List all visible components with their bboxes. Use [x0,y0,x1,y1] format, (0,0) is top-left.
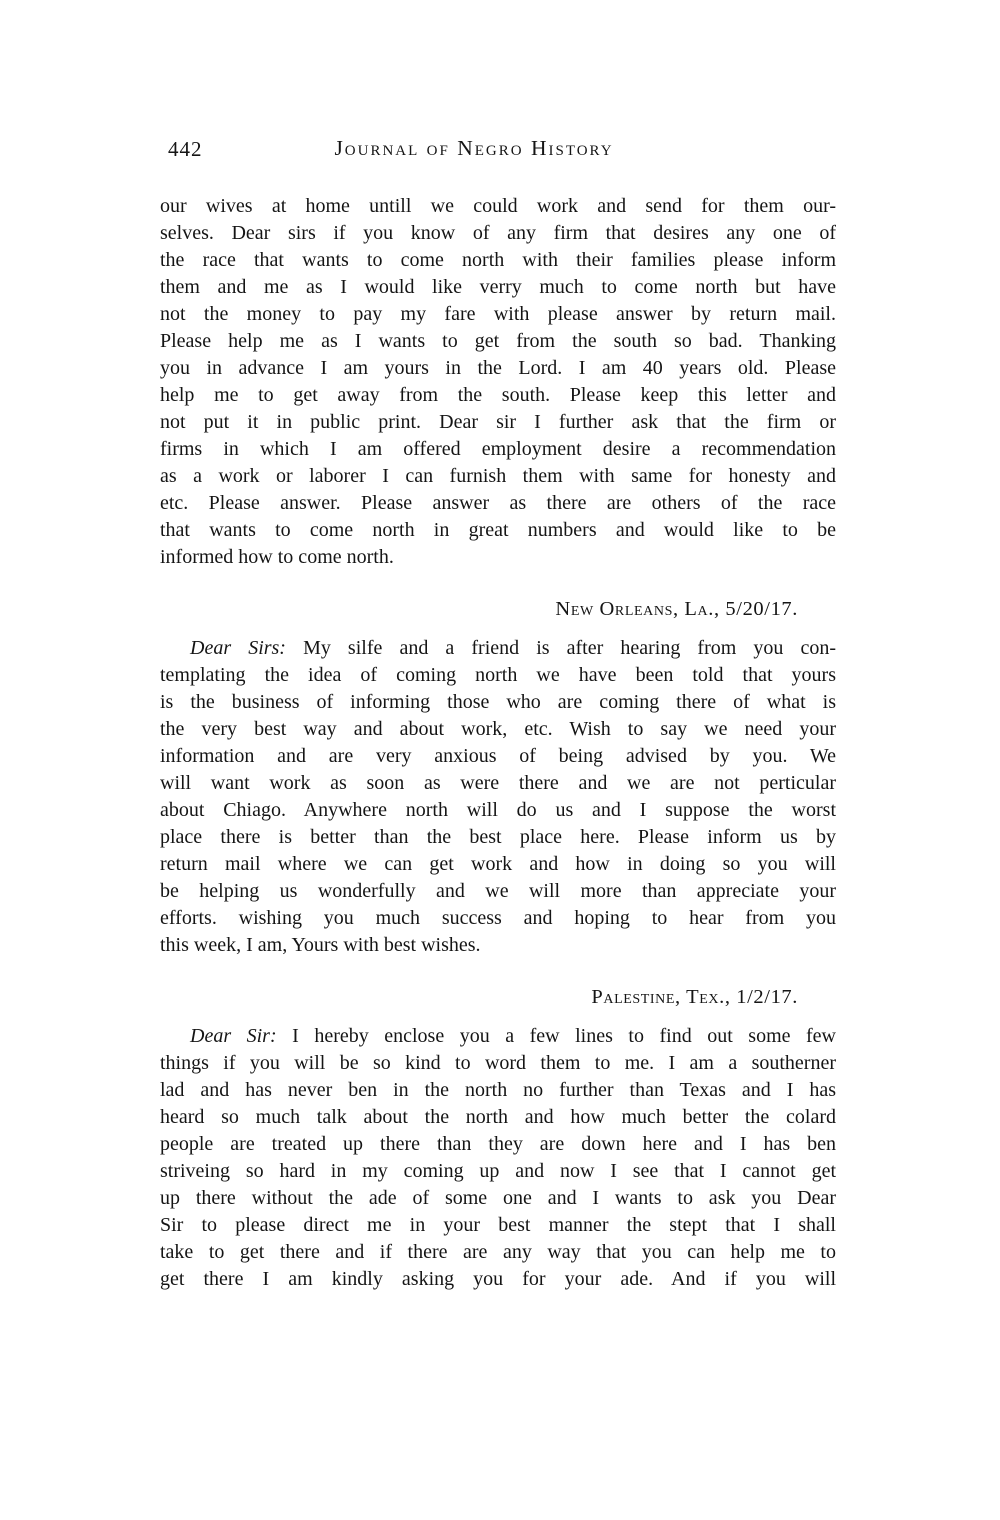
text-line: firms in which I am offered employment desire a recommendation [160,438,836,460]
letter-paragraph [160,1023,836,1293]
text-line: is the business of informing those who are coming there of what is [160,691,836,713]
text-line: will want work as soon as were there and we are not perticular [160,772,836,794]
page-header [160,136,836,162]
text-line: that wants to come north in great numbers and would like to be [160,519,836,541]
text-line: you in advance I am yours in the Lord. I am 40 years old. Please [160,357,836,379]
page-number: 442 [168,137,203,161]
salutation: Dear Sir: [190,1025,277,1047]
letter-paragraph [160,193,836,571]
text-line: Dear Sir: I hereby enclose you a few lines to find out some few [190,1025,836,1047]
text-line: things if you will be so kind to word them to me. I am a southerner [160,1052,836,1074]
text-line: place there is better than the best place here. Please inform us by [160,826,836,848]
letter-dateline: New Orleans, La., 5/20/17. [555,598,798,620]
text-line: take to get there and if there are any way that you can help me to [160,1241,836,1263]
text-line: etc. Please answer. Please answer as there are others of the race [160,492,836,514]
text-line: the very best way and about work, etc. Wish to say we need your [160,718,836,740]
text-line: striveing so hard in my coming up and now I see that I cannot get [160,1160,836,1182]
text-line: return mail where we can get work and how in doing so you will [160,853,836,875]
text-line: Sir to please direct me in your best manner the stept that I shall [160,1214,836,1236]
text-line: lad and has never ben in the north no further than Texas and I has [160,1079,836,1101]
text-line: efforts. wishing you much success and hoping to hear from you [160,907,836,929]
text-line: be helping us wonderfully and we will more than appreciate your [160,880,836,902]
text-line: help me to get away from the south. Please keep this letter and [160,384,836,406]
text-line: the race that wants to come north with their families please inform [160,249,836,271]
letter-dateline: Palestine, Tex., 1/2/17. [591,986,798,1008]
text-line: this week, I am, Yours with best wishes. [160,934,481,956]
text-line: templating the idea of coming north we have been told that yours [160,664,836,686]
text-line: not put it in public print. Dear sir I further ask that the firm or [160,411,836,433]
text-line: heard so much talk about the north and how much better the colard [160,1106,836,1128]
text-line: people are treated up there than they are down here and I has ben [160,1133,836,1155]
text-line: about Chiago. Anywhere north will do us and I suppose the worst [160,799,836,821]
text-line: as a work or laborer I can furnish them with same for honesty and [160,465,836,487]
text-line: up there without the ade of some one and I wants to ask you Dear [160,1187,836,1209]
text-line: selves. Dear sirs if you know of any firm that desires any one of [160,222,836,244]
text-line: get there I am kindly asking you for your ade. And if you will [160,1268,836,1290]
salutation: Dear Sirs: [190,637,286,659]
text-line: not the money to pay my fare with please answer by return mail. [160,303,836,325]
text-line: Dear Sirs: My silfe and a friend is after hearing from you con- [190,637,836,659]
text-line: our wives at home untill we could work and send for them our- [160,195,836,217]
text-line: informed how to come north. [160,546,394,568]
text-line: information and are very anxious of being advised by you. We [160,745,836,767]
text-line: them and me as I would like verry much to come north but have [160,276,836,298]
text-line: Please help me as I wants to get from the south so bad. Thanking [160,330,836,352]
journal-title: Journal of Negro History [334,136,614,160]
letters-text-block [160,193,836,1293]
letter-paragraph [160,635,836,959]
